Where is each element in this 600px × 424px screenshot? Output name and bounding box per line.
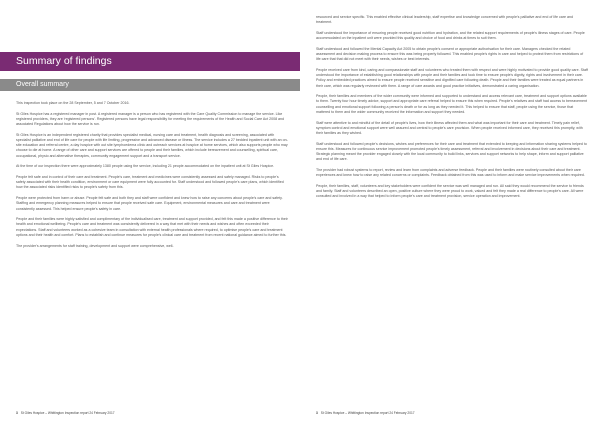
right-page	[300, 0, 600, 424]
section-heading: Overall summary	[0, 79, 300, 91]
paragraph: St Giles Hospice has a registered manager in post. A registered manager is a person who has registered with the Care Quality Commission to manage the service. Like registered providers, they are 'registered persons'. Registered persons have legal responsibility for meeting the requirements of the Health and Social Care Act 2008 and associated Regulations about how the service is run.	[16, 111, 285, 127]
paragraph: People and their families were highly satisfied and complimentary of the individualised care, treatment and support provided, and felt this made a positive difference to their health and emotional wellbeing. People's care and treatment was consistently delivered in a way that met with their needs and wishes and often exceeded their expectations. Staff and volunteers worked as a cohesive team in consultation with external health professionals where required, to optimise people's care and treatment options and their health and comfort. Plans to establish and continue measures for people's clinical care and treatment from recent national guidance aimed to further this.	[16, 217, 288, 237]
paragraph: resourced and service specific. This enabled effective clinical leadership, staff expertise and knowledge concerned with people's palliative and end of life care and treatment.	[316, 15, 573, 25]
page-number: 3	[16, 411, 18, 415]
right-page-body	[316, 15, 588, 205]
paragraph: People were protected from harm or abuse. People felt safe and both they and staff were confident and knew how to raise any concerns about people's care and safety. Staffing and emergency planning measures helped to ensure that people received safe care. Equipment, environmental measures and care and treatment were consistently assessed. This helped ensure people's safety in care.	[16, 196, 283, 211]
footer-text: St Giles Hospice – Whittington Inspection report 24 February 2017	[20, 411, 115, 415]
paragraph: Staff understood the importance of ensuring people received good nutrition and hydration, and the related support requirements of people's illness stages of care. People accommodated on the inpatient unit were provided this quality and choice of food and drinks at times to suit them.	[316, 30, 585, 41]
paragraph: Staff understood and followed the Mental Capacity Act 2005 to obtain people's consent or appropriate authorisation for their care. Managers checked the related assessment and decision making process to ensure this was being properly followed. This enabled people's rights in care and helped to protect them from restrictions of life care that that did not meet with their needs, wishes or best interests.	[316, 46, 584, 62]
paragraph: This inspection took place on the 28 September, 5 and 7 October 2016.	[16, 101, 130, 105]
paragraph: The provider's arrangements for staff training, development and support were comprehensive, well-	[16, 243, 174, 248]
paragraph: People, their families, staff, volunteers and key stakeholders were confident the service was well managed and run. All said they would recommend the service to friends and family. Staff and volunteers described an open, positive culture where they were proud to work, valued and felt they made a real difference to people's care. All were consulted and involved in a way that helped to inform people's care and treatment provision, service operation and improvement.	[316, 183, 584, 199]
paragraph: Staff were attentive to and mindful of the detail of people's lives, how their illness affected them and what was important for their care and treatment. Timely pain relief, symptom control and emotional support were well assured and central to people's care provision. When people received informed care, they received this promptly, with their families as they wished.	[316, 120, 583, 135]
paragraph: St Giles Hospice is an independent registered charity that provides specialist medical, nursing care and treatment, health diagnosis and screening, associated with specialist palliative and end of life care for people with life limiting, progressive and advanced disease or illness. The service includes a 27 bedded inpatient unit with an on-site education and referral centre, a day hospice with out site lymphoedema clinic and outreach services at hospice at home services, which also supports people who may choose to die at home. A range of other care and support services are offered to people and their families, which include bereavement and counselling, spiritual care, occupational, physio and alternative therapies, community engagement support and a transport service.	[16, 132, 288, 158]
paragraph: People felt safe and in control of their care and treatment. People's care, treatment and medicines were consistently assessed and safely managed. Risks to people's safety associated with their health condition, environment or care equipment were fully accounted for. Staff understood and followed people's care plans, which identified how the associated risks identified risks to people's safety from this.	[16, 175, 284, 190]
footer-text: St Giles Hospice – Whittington Inspection report 24 February 2017	[320, 411, 415, 415]
paragraph: The provider had robust systems to report, review and learn from complaints and adverse feedback. People and their families were routinely consulted about their care experiences and knew how to raise any related concerns or complaints. Feedback obtained from this was used to inform and make service improvements when required.	[316, 167, 585, 178]
paragraph: People received care from kind, caring and compassionate staff and volunteers who treated them with respect and were highly motivated to provide good quality care. Staff understood the importance of establishing good relationships with people and their families and took time to ensure people's dignity, rights and involvement in their care. Policy and embedded practices aimed to ensure people received sensitive and dignified care following death. People and their families were treated as equal partners in their care, which was regularly reviewed with them. A range of care awards and good practice initiatives, demonstrated a caring organisation.	[316, 67, 588, 88]
paragraph: People, their families and members of the wider community were informed and supported to understand and access relevant care, treatment and support options available to them. Twenty four hour timely advice, support and appropriate care referral helped to ensure this when required. People's relatives and staff had access to bereavement counselling and emotional support following a person's death or for as long as they needed it. This helped to ensure that staff, people using the service, those that mattered to them and the wider community received the information and support they needed.	[316, 94, 588, 114]
page-title: Summary of findings	[0, 52, 300, 71]
paragraph: Staff understood and followed people's decisions, wishes and preferences for their care and treatment that extended to keeping and information sharing systems helped to ensure this. Measures for continuous service improvement promoted people's timely assessment, referral and involvement in decisions about their care and treatment. Strategic planning meant the provider engaged closely with the local community to build links, services and support networks to help shape, inform and support palliative and end of life care.	[316, 141, 587, 162]
paragraph: At the time of our inspection there were approximately 1380 people using the service, including 21 people accommodated on the inpatient unit at St Giles Hospice.	[16, 164, 275, 169]
page-footer	[316, 411, 415, 415]
page-footer	[16, 411, 115, 415]
left-page-body	[16, 101, 288, 254]
page-number: 3	[316, 411, 318, 415]
